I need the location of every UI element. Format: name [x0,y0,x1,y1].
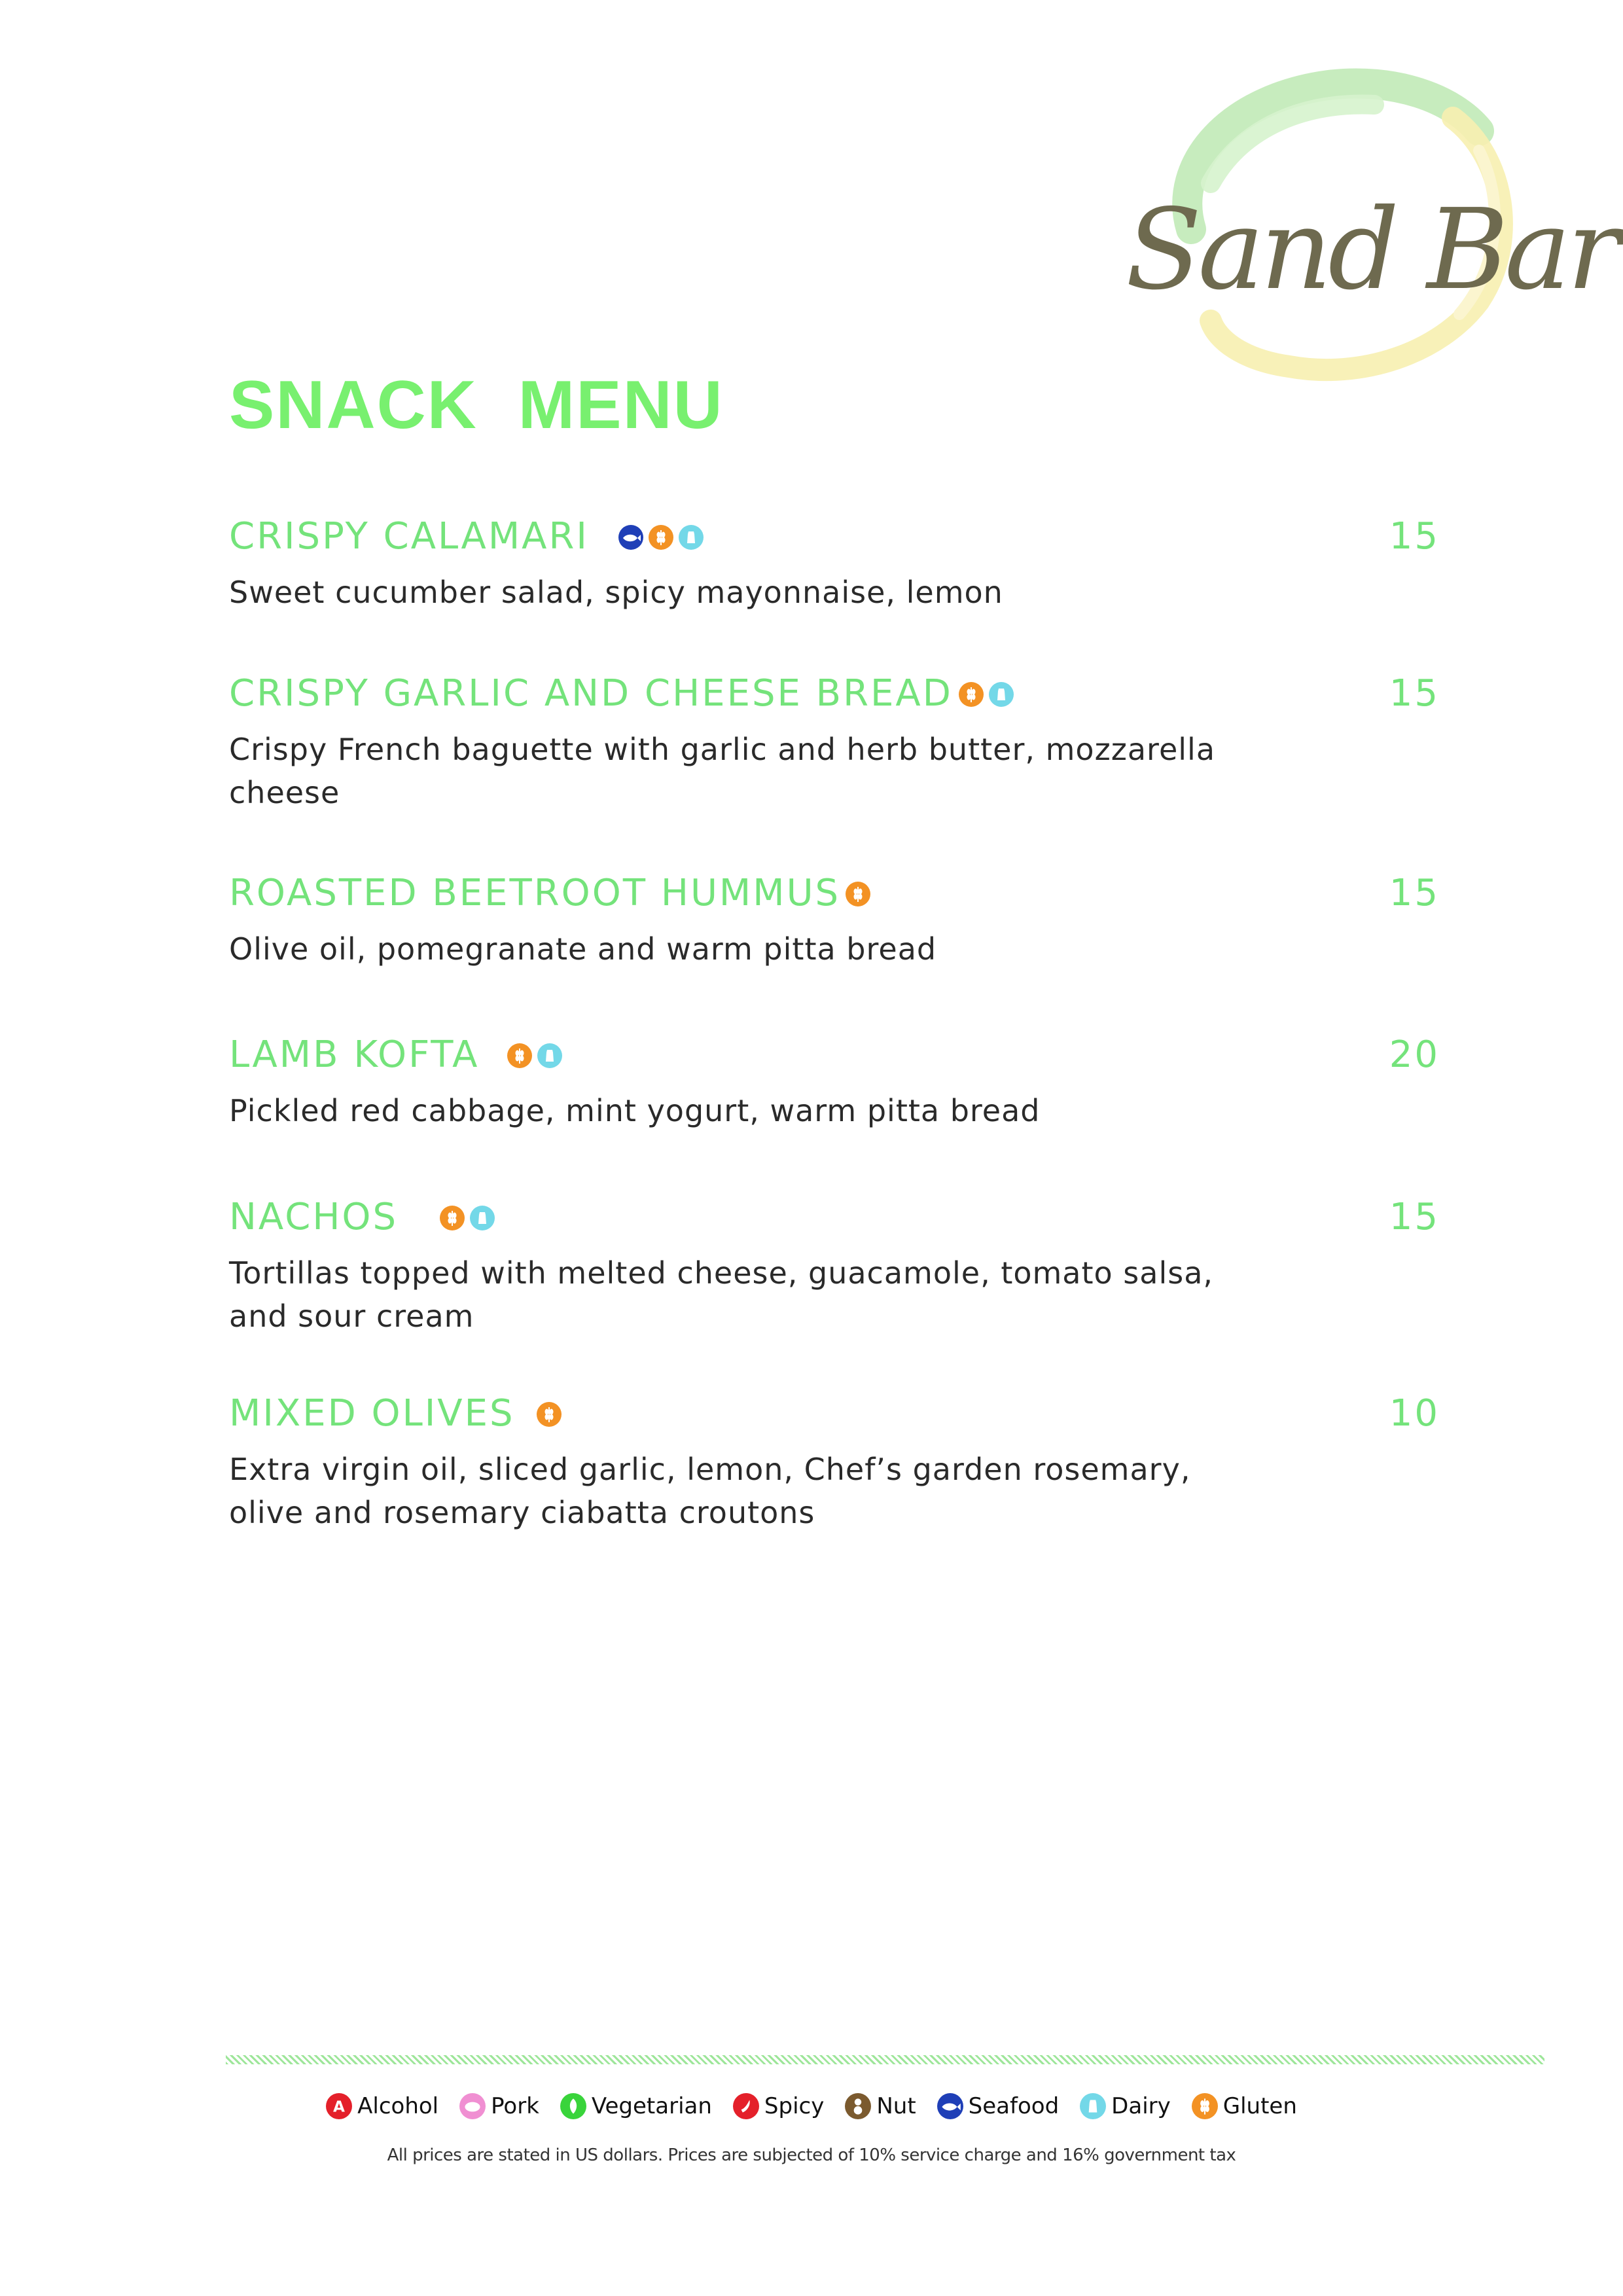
item-name: ROASTED BEETROOT HUMMUS [229,872,841,914]
legend-label: Pork [491,2093,539,2119]
item-description: Pickled red cabbage, mint yogurt, warm pitta bread [229,1093,1041,1128]
nut-icon [845,2093,871,2119]
item-description: Extra virgin oil, sliced garlic, lemon, Chef’s garden rosemary, olive and rosemary ciabatta croutons [229,1452,1191,1530]
svg-text:A: A [333,2098,346,2116]
item-price: 15 [1389,515,1440,558]
legend-item-seafood [937,2093,1060,2119]
item-icons [618,525,704,551]
item-price: 10 [1389,1392,1440,1435]
item-name: NACHOS [229,1196,399,1238]
item-description: Tortillas topped with melted cheese, guacamole, tomato salsa, and sour cream [229,1255,1214,1334]
dairy-icon [470,1206,495,1230]
menu-item [229,1191,1440,1338]
legend-item-spicy [733,2093,824,2119]
price-note: All prices are stated in US dollars. Prices are subjected of 10% service charge and 16% government tax [387,2145,1236,2165]
item-icons [846,882,870,908]
item-name: CRISPY CALAMARI [229,515,589,558]
menu-item [229,867,1440,971]
menu-item [229,1388,1440,1534]
item-price: 15 [1389,672,1440,715]
seafood-icon [937,2093,963,2119]
legend-item-gluten [1192,2093,1297,2119]
gluten-icon [537,1402,562,1427]
gluten-icon [649,525,673,550]
item-icons [537,1402,562,1428]
item-name: CRISPY GARLIC AND CHEESE BREAD [229,672,953,715]
page-title: SNACK MENU [229,367,724,443]
legend-label: Seafood [968,2093,1060,2119]
legend-label: Nut [876,2093,916,2119]
item-price: 15 [1389,872,1440,914]
legend-item-vegetarian [560,2093,712,2119]
item-description: Olive oil, pomegranate and warm pitta bread [229,931,937,967]
sand-bar-logo [1113,72,1616,399]
alcohol-icon [326,2093,352,2119]
item-description: Crispy French baguette with garlic and herb butter, mozzarella cheese [229,732,1216,810]
legend-label: Gluten [1222,2093,1297,2119]
item-icons [507,1043,562,1069]
gluten-icon [440,1206,465,1230]
gluten-icon [959,682,984,707]
dairy-icon [989,682,1014,707]
footer-divider [226,2055,1544,2064]
spicy-icon [733,2093,759,2119]
menu-item [229,668,1440,814]
item-description: Sweet cucumber salad, spicy mayonnaise, lemon [229,575,1003,610]
vegetarian-icon [560,2093,586,2119]
item-name: MIXED OLIVES [229,1392,515,1435]
seafood-icon [618,525,643,550]
legend-item-dairy [1080,2093,1171,2119]
legend-item-nut [845,2093,916,2119]
allergen-legend [0,2093,1623,2119]
pork-icon [459,2093,486,2119]
item-icons [440,1206,495,1232]
item-icons [959,682,1014,708]
menu-item [229,511,1440,614]
gluten-icon [846,882,870,906]
legend-label: Alcohol [357,2093,439,2119]
item-price: 15 [1389,1196,1440,1238]
legend-item-pork [459,2093,539,2119]
legend-label: Spicy [764,2093,825,2119]
legend-label: Dairy [1111,2093,1171,2119]
item-price: 20 [1389,1033,1440,1076]
dairy-icon [679,525,704,550]
menu-item [229,1029,1440,1132]
dairy-icon [1080,2093,1106,2119]
legend-label: Vegetarian [591,2093,712,2119]
logo-text: Sand Bar [1126,185,1616,315]
gluten-icon [507,1043,532,1068]
gluten-icon [1192,2093,1218,2119]
item-name: LAMB KOFTA [229,1033,480,1076]
dairy-icon [537,1043,562,1068]
legend-item-alcohol [326,2093,438,2119]
